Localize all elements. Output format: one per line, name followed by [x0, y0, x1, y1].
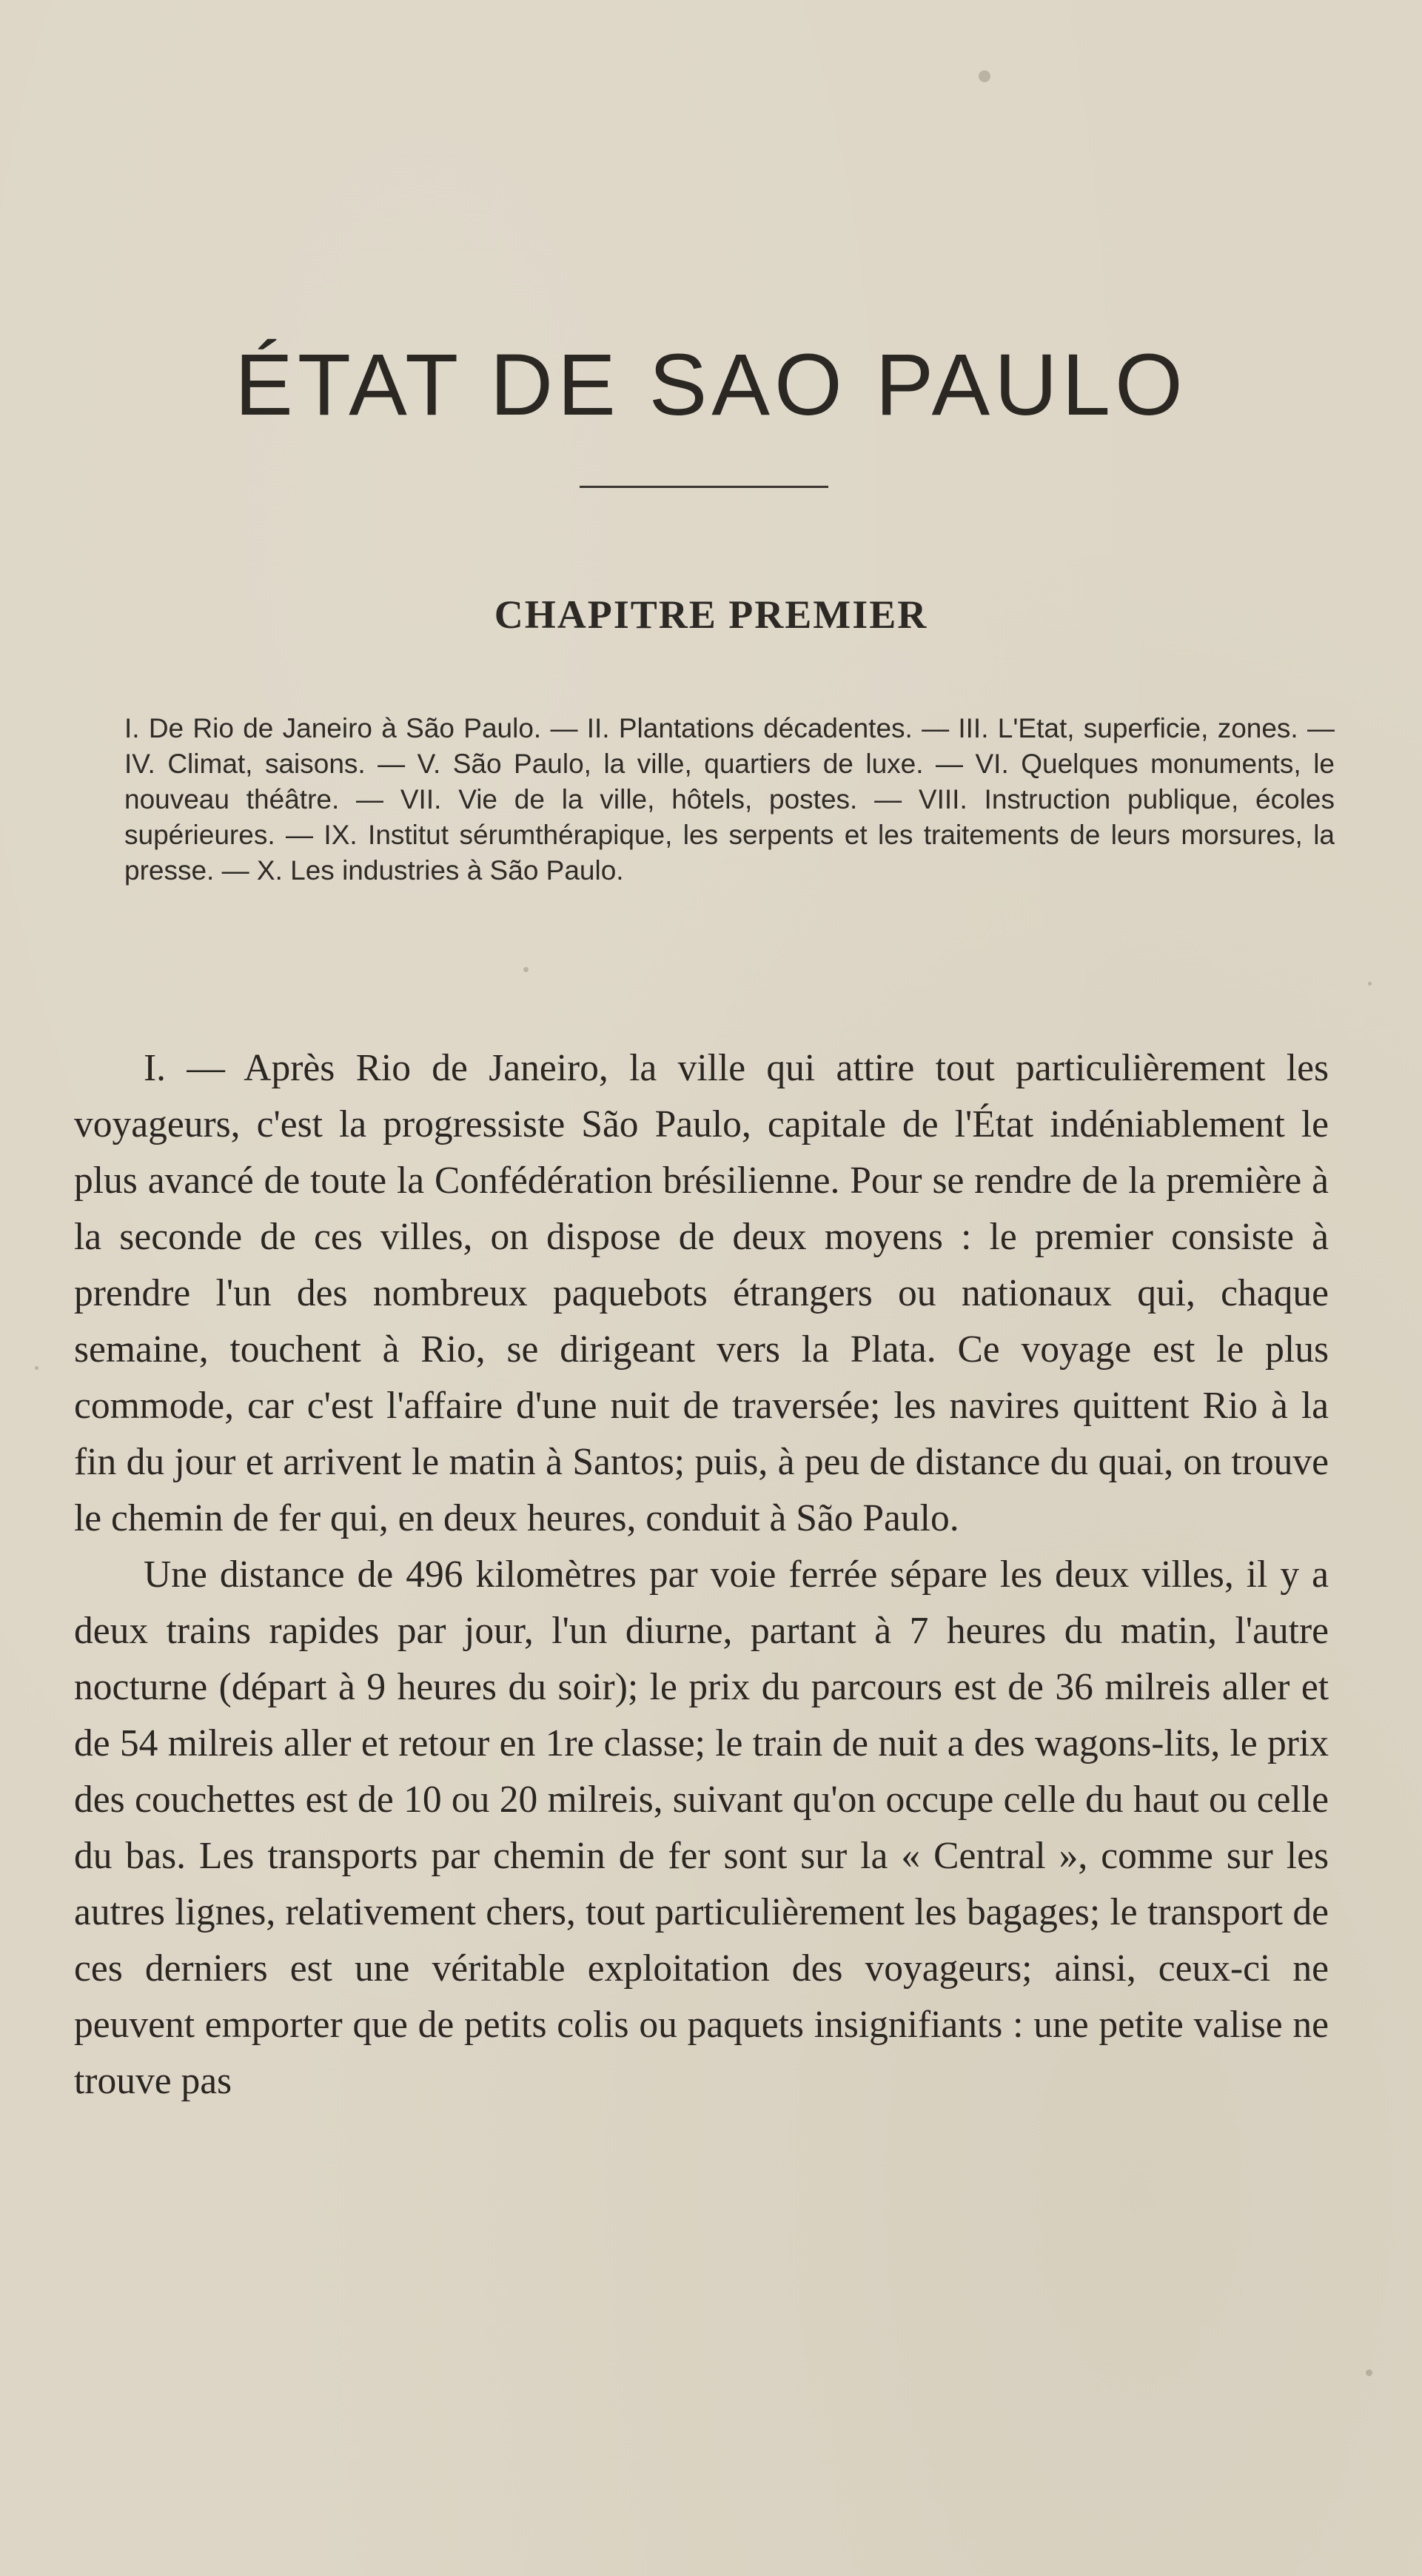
paragraph-1: I. — Après Rio de Janeiro, la ville qui attire tout particulièrement les voyageurs, c'est la progressiste São Paulo, capitale de l'État indéniablement le plus avancé de toute la Confédération brésilienne. Pour se rendre de la première à la seconde de ces villes, on dispose de deux moyens : le premier consiste à prendre l'un des nombreux paquebots étrangers ou nationaux qui, chaque semaine, touchent à Rio, se dirigeant vers la Plata. Ce voyage est le plus commode, car c'est l'affaire d'une nuit de traversée; les navires quittent Rio à la fin du jour et arrivent le matin à Santos; puis, à peu de distance du quai, on trouve le chemin de fer qui, en deux heures, conduit à São Paulo.	[74, 1047, 1329, 1539]
title-divider-rule	[580, 486, 828, 488]
chapter-summary: I. De Rio de Janeiro à São Paulo. — II. Plantations décadentes. — III. L'Etat, superficie, zones. — IV. Climat, saisons. — V. São Paulo, la ville, quartiers de luxe. — VI. Quelques monuments, le nouveau théâtre. — VII. Vie de la ville, hôtels, postes. — VIII. Instruction publique, écoles supérieures. — IX. Institut sérumthérapique, les serpents et les traitements de leurs morsures, la presse. — X. Les industries à São Paulo.	[124, 713, 1335, 886]
chapter-heading: CHAPITRE PREMIER	[494, 592, 928, 637]
page-title: ÉTAT DE SAO PAULO	[235, 336, 1187, 434]
paper-speck	[1366, 2369, 1372, 2376]
paper-speck	[523, 967, 529, 972]
paper-speck	[35, 1366, 38, 1370]
paper-speck	[1368, 982, 1372, 986]
paragraph-2: Une distance de 496 kilomètres par voie ferrée sépare les deux villes, il y a deux trains rapides par jour, l'un diurne, partant à 7 heures du matin, l'autre nocturne (départ à 9 heures du soir); le prix du parcours est de 36 milreis aller et de 54 milreis aller et retour en 1re classe; le train de nuit a des wagons-lits, le prix des couchettes est de 10 ou 20 milreis, suivant qu'on occupe celle du haut ou celle du bas. Les transports par chemin de fer sont sur la « Central », comme sur les autres lignes, relativement chers, tout particulièrement les bagages; le transport de ces derniers est une véritable exploitation des voyageurs; ainsi, ceux-ci ne peuvent emporter que de petits colis ou paquets insignifiants : une petite valise ne trouve pas	[74, 1553, 1329, 2102]
paper-speck	[979, 70, 990, 82]
body-text	[74, 1040, 1329, 2110]
